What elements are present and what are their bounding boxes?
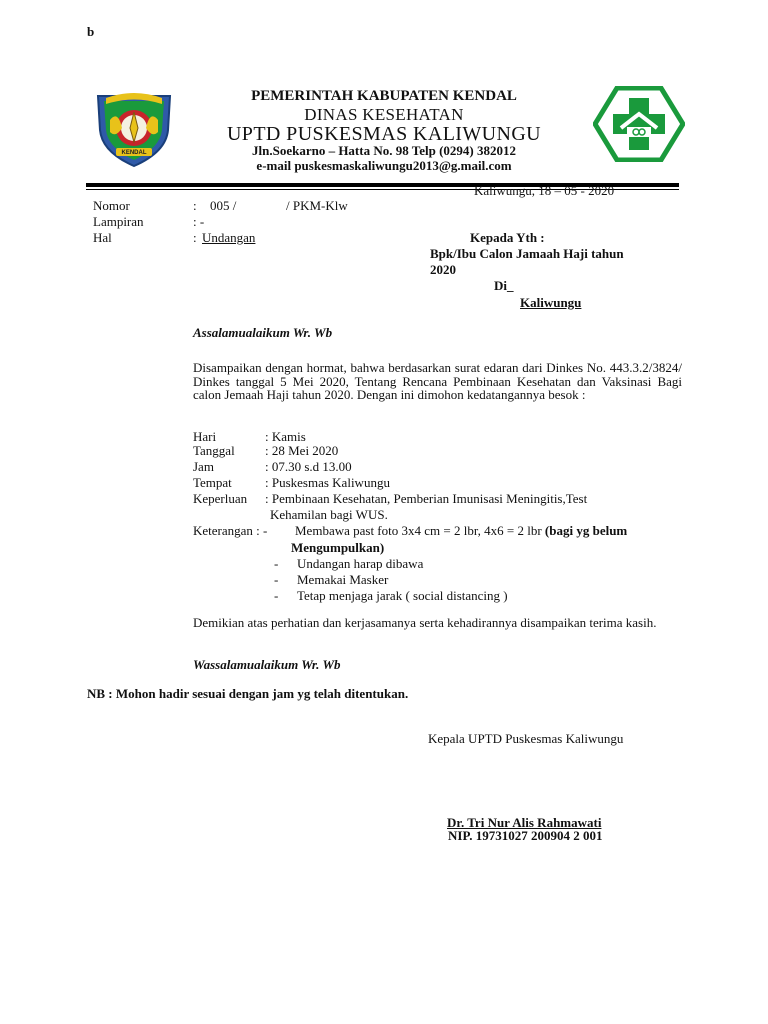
keterangan-item-1-text: Membawa past foto 3x4 cm = 2 lbr, 4x6 = 2 lbr <box>295 523 542 538</box>
letterhead-email: e-mail puskesmaskaliwungu2013@g.mail.com <box>256 158 512 173</box>
keterangan-dash-4: - <box>274 588 279 603</box>
left-logo-text: KENDAL <box>121 150 147 156</box>
keperluan-label: Keperluan <box>193 491 248 506</box>
closing-paragraph: Demikian atas perhatian dan kerjasamanya serta kehadirannya disampaikan terima kasih. <box>193 615 657 630</box>
recipient-kepada: Kepada Yth : <box>470 230 545 245</box>
lampiran-label: Lampiran <box>93 214 144 229</box>
keterangan-dash-2: - <box>274 556 279 571</box>
jam-label: Jam <box>193 459 214 474</box>
keterangan-item-1-bold: (bagi yg belum <box>544 523 628 538</box>
nb-note: NB : Mohon hadir sesuai dengan jam yg telah ditentukan. <box>87 686 409 701</box>
nomor-label: Nomor <box>93 198 130 213</box>
letter-date: Kaliwungu, 18 – 05 - 2020 <box>474 183 615 198</box>
closing-greeting: Wassalamualaikum Wr. Wb <box>193 657 341 672</box>
tanggal-label: Tanggal <box>193 443 235 458</box>
keperluan-value-line2: Kehamilan bagi WUS. <box>270 507 388 522</box>
letterhead-address: Jln.Soekarno – Hatta No. 98 Telp (0294) 382012 <box>252 143 516 158</box>
letterhead-government: PEMERINTAH KABUPATEN KENDAL <box>251 88 517 104</box>
nomor-colon: : <box>193 198 197 213</box>
recipient-name-line2: 2020 <box>430 262 456 277</box>
lampiran-value: : - <box>193 214 205 229</box>
hal-value: Undangan <box>202 230 256 245</box>
keterangan-label: Keterangan : - <box>193 523 268 538</box>
puskesmas-logo <box>593 86 685 162</box>
hal-label: Hal <box>93 230 112 245</box>
tempat-label: Tempat <box>193 475 232 490</box>
letterhead-institution: UPTD PUSKESMAS KALIWUNGU <box>226 123 542 145</box>
nomor-suffix: / PKM-Klw <box>286 198 348 213</box>
nomor-value: 005 / <box>210 198 237 213</box>
signature-title: Kepala UPTD Puskesmas Kaliwungu <box>428 731 624 746</box>
letterhead-department: DINAS KESEHATAN <box>304 105 464 124</box>
keterangan-item-2: Undangan harap dibawa <box>297 556 424 571</box>
kendal-regency-emblem-icon <box>92 90 176 170</box>
keterangan-dash-3: - <box>274 572 279 587</box>
jam-value: : 07.30 s.d 13.00 <box>265 459 352 474</box>
keterangan-item-4: Tetap menjaga jarak ( social distancing ) <box>297 588 508 603</box>
puskesmas-cross-logo-icon <box>593 86 685 162</box>
tempat-value: : Puskesmas Kaliwungu <box>265 475 390 490</box>
corner-mark: b <box>87 24 95 39</box>
keterangan-item-3: Memakai Masker <box>297 572 389 587</box>
hal-colon: : <box>193 230 197 245</box>
tanggal-value: : 28 Mei 2020 <box>265 443 339 458</box>
keterangan-item-1 <box>295 523 627 539</box>
kendal-emblem-logo <box>92 90 176 170</box>
recipient-di: Di_ <box>494 278 514 293</box>
recipient-place: Kaliwungu <box>520 295 582 310</box>
signature-nip: NIP. 19731027 200904 2 001 <box>448 828 603 843</box>
recipient-name-line1: Bpk/Ibu Calon Jamaah Haji tahun <box>430 246 624 261</box>
keterangan-item-1-bold-cont: Mengumpulkan) <box>291 540 385 555</box>
greeting: Assalamualaikum Wr. Wb <box>193 325 333 340</box>
keperluan-value-line1: : Pembinaan Kesehatan, Pemberian Imunisasi Meningitis,Test <box>265 491 588 506</box>
hari-value: : Kamis <box>265 429 306 444</box>
signature-name: Dr. Tri Nur Alis Rahmawati <box>447 815 602 830</box>
body-paragraph: Disampaikan dengan hormat, bahwa berdasarkan surat edaran dari Dinkes No. 443.3.2/3824/ Dinkes tanggal 5 Mei 2020, Tentang Rencana Pembinaan Kesehatan dan Vaksinasi Bagi calon Jemaah Haji tahun 2020. Dengan ini dimohon kedatangannya besok : <box>193 360 682 402</box>
hari-label: Hari <box>193 429 217 444</box>
